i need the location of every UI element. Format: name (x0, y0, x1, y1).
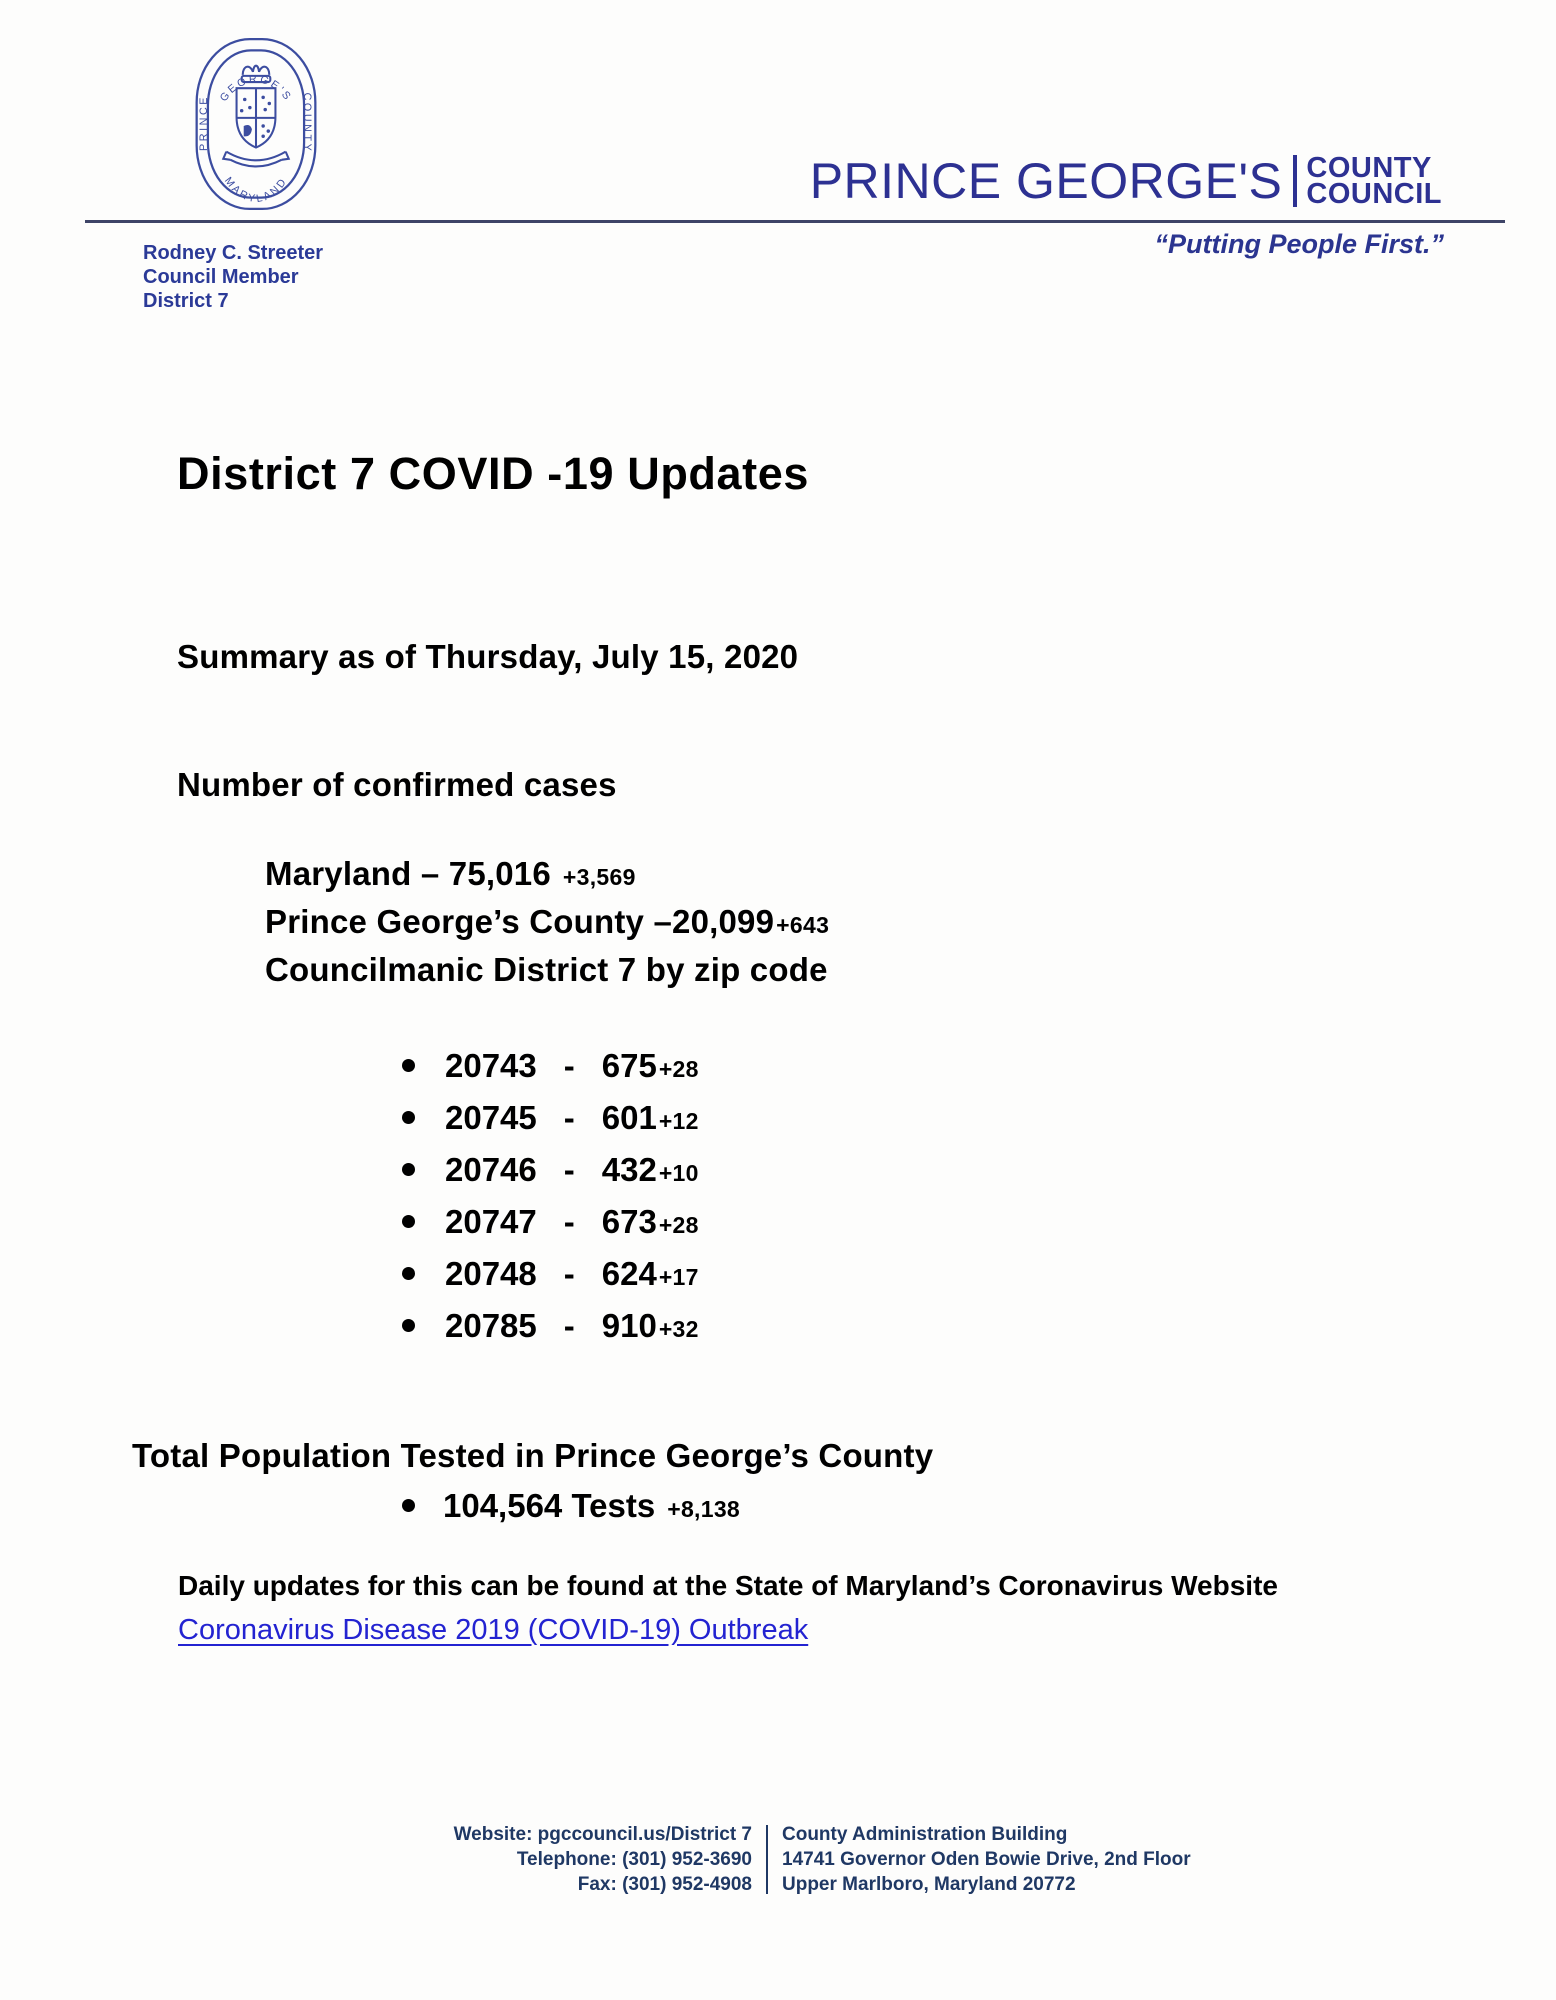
cases-heading: Number of confirmed cases (177, 766, 617, 803)
tested-heading: Total Population Tested in Prince George’s County (132, 1437, 934, 1474)
summary-line: Summary as of Thursday, July 15, 2020 (177, 638, 799, 675)
zip-count: 432 (601, 1151, 657, 1188)
zip-row (402, 1196, 699, 1248)
footer (300, 1822, 1191, 1897)
zip-dash: - (563, 1307, 575, 1344)
zip-delta: +12 (658, 1108, 699, 1134)
county-seal-graphic (193, 36, 319, 212)
maryland-cases-text: Maryland – 75,016 (265, 855, 551, 892)
footer-website: Website: pgccouncil.us/District 7 (453, 1824, 752, 1845)
zip-case-list (402, 1040, 699, 1352)
footer-fax: Fax: (301) 952-4908 (577, 1874, 752, 1895)
brand-lockup (810, 152, 1442, 210)
zip-row (402, 1040, 699, 1092)
footer-address-line1: County Administration Building (782, 1824, 1068, 1845)
brand-council-text: COUNCIL (1306, 178, 1442, 210)
zip-delta: +10 (658, 1160, 699, 1186)
zip-dash: - (563, 1255, 575, 1292)
zip-row (402, 1144, 699, 1196)
bullet-icon (402, 1111, 415, 1124)
zip-code: 20745 (445, 1099, 537, 1136)
footer-address-line2: 14741 Governor Oden Bowie Drive, 2nd Floor (782, 1849, 1191, 1870)
zip-delta: +32 (658, 1316, 699, 1342)
county-cases-delta: +643 (776, 912, 830, 938)
maryland-cases-delta: +3,569 (562, 864, 636, 890)
zip-count: 673 (601, 1203, 657, 1240)
shield-icon (237, 88, 276, 147)
seal-right-text: COUNTY (301, 92, 314, 154)
zip-dash: - (563, 1099, 575, 1136)
maryland-cases-line (265, 850, 829, 898)
zip-code: 20747 (445, 1203, 537, 1240)
bullet-icon (402, 1319, 415, 1332)
zip-dash: - (563, 1047, 575, 1084)
tested-row (402, 1480, 740, 1532)
seal-left-text: PRINCE (197, 95, 210, 151)
brand-separator (1293, 155, 1297, 207)
header-divider-rule (85, 220, 1505, 223)
bullet-icon (402, 1267, 415, 1280)
zip-delta: +28 (658, 1212, 699, 1238)
tested-value: 104,564 Tests (443, 1487, 656, 1524)
footer-contact-block (300, 1822, 752, 1897)
zip-code: 20785 (445, 1307, 537, 1344)
zip-count: 624 (601, 1255, 657, 1292)
tested-delta: +8,138 (667, 1496, 741, 1522)
zip-row (402, 1300, 699, 1352)
zip-code: 20743 (445, 1047, 537, 1084)
page-title: District 7 COVID -19 Updates (177, 448, 809, 499)
zip-count: 675 (601, 1047, 657, 1084)
cases-lines (265, 850, 829, 994)
zip-dash: - (563, 1203, 575, 1240)
county-cases-text: Prince George’s County –20,099 (265, 903, 775, 940)
updates-text: Daily updates for this can be found at the State of Maryland’s Coronavirus Website (178, 1570, 1278, 1601)
coronavirus-outbreak-link[interactable]: Coronavirus Disease 2019 (COVID-19) Outbreak (178, 1614, 809, 1646)
footer-address-block (782, 1822, 1191, 1897)
member-block (143, 241, 323, 313)
bullet-icon (402, 1215, 415, 1228)
member-district: District 7 (143, 290, 229, 312)
brand-county-text: COUNTY (1306, 152, 1432, 184)
zip-row (402, 1092, 699, 1144)
zip-code: 20746 (445, 1151, 537, 1188)
county-seal (193, 36, 319, 212)
bullet-icon (402, 1499, 415, 1512)
county-cases-line (265, 898, 829, 946)
bullet-icon (402, 1059, 415, 1072)
footer-telephone: Telephone: (301) 952-3690 (516, 1849, 752, 1870)
zip-dash: - (563, 1151, 575, 1188)
zip-count: 601 (601, 1099, 657, 1136)
zip-count: 910 (601, 1307, 657, 1344)
zip-delta: +17 (658, 1264, 699, 1290)
seal-top-text: GEORGE'S (217, 73, 295, 104)
zip-row (402, 1248, 699, 1300)
brand-primary-text: PRINCE GEORGE'S (809, 153, 1283, 209)
tagline-text: “Putting People First.” (1154, 229, 1444, 259)
footer-divider (766, 1825, 768, 1894)
banner-ribbon (223, 152, 288, 167)
zip-heading-line: Councilmanic District 7 by zip code (265, 951, 828, 988)
bullet-icon (402, 1163, 415, 1176)
member-name: Rodney C. Streeter (143, 242, 324, 264)
brand-stack (1306, 152, 1442, 210)
footer-address-line3: Upper Marlboro, Maryland 20772 (782, 1874, 1076, 1895)
member-role: Council Member (143, 266, 299, 288)
zip-code: 20748 (445, 1255, 537, 1292)
zip-delta: +28 (658, 1056, 699, 1082)
seal-bottom-text: MARYLAND (221, 174, 291, 206)
